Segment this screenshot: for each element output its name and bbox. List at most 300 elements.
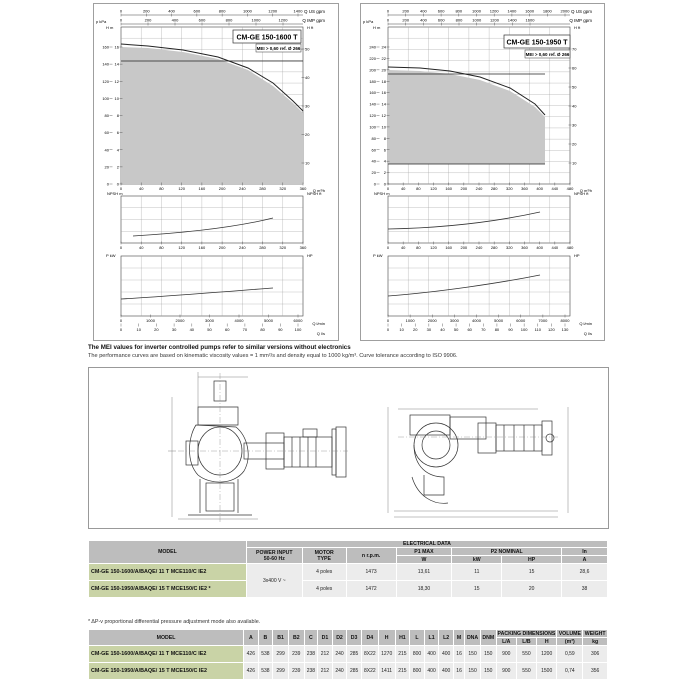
tick-label: 80 [159,245,164,250]
dim-cell: 212 [318,646,333,663]
table-row [89,581,608,598]
tick-label: 12 [114,78,119,84]
tick-label: 320 [505,245,513,250]
dim-header: D2 [332,630,347,646]
table-row [89,564,608,581]
tick-label: 10 [399,327,404,332]
dim-cell: 538 [258,663,273,680]
dim-cell: 215 [395,646,410,663]
table-row [89,663,608,680]
top-axis-imp-label: Q IMP gpm [569,18,592,23]
in-header: In [562,548,608,556]
tick-label: 0 [386,327,390,332]
tick-label: 80 [416,186,421,191]
tick-label: 0 [119,8,123,14]
chart-panel-left [93,3,339,341]
tick-label: 440 [551,186,559,191]
tick-label: 8000 [560,318,570,323]
dim-header: B2 [288,630,304,646]
packing-cell: 550 [516,646,536,663]
dim-header: DNA [465,630,481,646]
ls-label: Q l/s [583,331,592,336]
dim-cell: 1411 [378,663,395,680]
dim-cell: 1270 [378,646,395,663]
tick-label: 360 [521,186,528,191]
chart-model-title: CM-GE 150-1600 T [236,34,298,42]
motor-sub: TYPE [317,555,331,562]
packing-cell: 1500 [537,663,557,680]
tick-label: 60 [572,65,577,71]
tick-label: 80 [494,327,500,332]
tick-label: 110 [534,327,541,332]
row-model: CM-GE 150-1600/A/BAQE/ 11 T MCE110/C IE2 [89,564,247,581]
tick-label: 0 [386,8,390,14]
mei-label: MEI > 0,60 ref. Ø 266 [525,52,570,57]
tick-label: 90 [508,327,513,332]
tick-label: 440 [551,245,559,250]
tick-label: 180 [369,78,376,84]
volume-header: VOLUME [558,630,581,637]
tick-label: 60 [371,147,376,153]
packing-cell: 900 [496,663,516,680]
tick-label: 16 [381,90,386,96]
tick-label: 160 [198,245,206,250]
tick-label: 60 [467,327,472,332]
dim-header: DNM [480,630,496,646]
tick-label: 80 [371,135,376,141]
npsh-label: NPSH m [107,191,123,196]
tick-label: 7000 [538,318,548,323]
tick-label: 0 [383,181,386,187]
motor-type-header [302,548,346,564]
hp-label: HP [574,253,580,258]
model-header: MODEL [89,541,247,564]
dim-cell: 400 [424,663,439,680]
dim-cell: 16 [453,646,464,663]
tick-label: 200 [218,245,226,250]
tick-label: 1800 [542,8,552,14]
dim-header: L2 [439,630,454,646]
mei-note: The MEI values for inverter controlled pumps refer to similar versions without electronics [88,344,351,351]
tick-label: 120 [430,186,437,191]
tick-label: 40 [440,327,445,332]
dim-model-header: MODEL [89,630,244,646]
tick-label: 160 [198,186,206,191]
tick-label: 0 [386,245,390,250]
tick-label: 2000 [560,8,570,14]
tick-label: 200 [460,245,468,250]
tick-label: 280 [259,245,266,250]
dim-cell: 400 [424,646,439,663]
tick-label: 40 [104,147,109,153]
tick-label: 360 [299,186,307,191]
tick-label: 60 [104,130,109,136]
tick-label: 400 [536,186,544,191]
chart-notes [88,344,628,360]
tick-label: 2000 [175,318,185,323]
tick-label: 1000 [472,8,481,14]
tick-label: 220 [369,55,376,61]
tick-label: 10 [136,327,141,332]
tick-label: 360 [521,245,528,250]
tick-label: 320 [279,245,287,250]
dim-cell: 285 [347,646,362,663]
x-axis-label: Q m³/h [579,188,592,193]
tick-label: 5000 [264,318,273,323]
tick-label: 4000 [472,318,481,323]
dim-cell: 150 [480,646,496,663]
tick-label: 120 [369,113,376,118]
dim-cell: 538 [258,646,273,663]
tick-label: 1000 [242,8,252,14]
dim-header: A [244,630,259,646]
tick-label: 200 [142,8,150,14]
tick-label: 2 [116,164,119,170]
tick-label: 400 [420,17,427,23]
tick-label: 60 [224,327,230,332]
in-unit: A [562,556,608,564]
tick-label: 160 [102,44,109,50]
tick-label: 10 [305,160,310,166]
ls-label: Q l/s [316,331,325,336]
packing-col: H [537,638,557,646]
tick-label: 20 [371,170,376,176]
tick-label: 50 [207,327,212,332]
dim-cell: 400 [439,663,454,680]
tick-label: 5000 [494,318,504,323]
dim-header: L1 [424,630,439,646]
tick-label: 0 [386,318,390,323]
tick-label: 30 [572,122,577,128]
dim-cell: 240 [332,663,347,680]
dim-cell: 800 [410,663,425,680]
tick-label: 40 [572,103,577,109]
tick-label: 130 [561,327,569,332]
tick-label: 1600 [525,17,535,23]
tick-label: 1200 [278,17,288,23]
tick-label: 100 [369,124,376,130]
tick-label: 20 [572,141,577,147]
dim-cell: 299 [273,663,289,680]
weight-cell: 306 [583,646,608,663]
tick-label: 120 [430,245,437,250]
tick-label: 40 [138,186,144,191]
p2-hp-header: HP [502,556,562,564]
tick-label: 200 [144,17,152,23]
tick-label: 800 [218,8,226,14]
dim-header: H [378,630,395,646]
pump-drawing [88,367,608,528]
row-motor: 4 poles [302,581,346,598]
tick-label: 6000 [293,318,303,323]
pump-end-view [388,407,568,517]
dim-cell: 800 [410,646,425,663]
tick-label: 30 [171,327,177,332]
row-p1: 13,61 [396,564,452,581]
tick-label: 6000 [516,318,526,323]
dim-cell: 426 [244,646,259,663]
tick-label: 40 [371,158,376,164]
dim-header: B [258,630,273,646]
y-axis-ft-label: H ft [307,25,314,30]
row-motor: 4 poles [302,564,346,581]
tick-label: 600 [437,8,445,14]
rpm-header: n r.p.m. [346,548,396,564]
tick-label: 120 [178,245,186,250]
row-in: 28,6 [562,564,608,581]
tick-label: 320 [279,186,287,191]
electrical-data-table [88,540,608,598]
tick-label: 4 [116,147,119,153]
y-axis-m-label: H m [373,25,381,30]
tick-label: 2000 [427,318,437,323]
dim-header: D1 [318,630,333,646]
pump-side-view [168,372,348,523]
tick-label: 200 [218,186,226,191]
row-p1: 18,30 [396,581,452,598]
row-hp: 15 [502,564,562,581]
tick-label: 200 [402,17,410,23]
p2-kw-header: kW [452,556,502,564]
tick-label: 1200 [489,8,499,14]
tick-label: 600 [193,8,201,14]
electrical-data-header: ELECTRICAL DATA [246,541,607,548]
packing-cell: 1200 [537,646,557,663]
dim-cell: 239 [288,663,304,680]
tick-label: 80 [416,245,421,250]
tick-label: 400 [420,8,427,14]
y-axis-kpa-label: p kPa [96,19,107,24]
tick-label: 24 [381,44,386,50]
dim-cell: 239 [288,646,304,663]
tick-label: 6 [116,130,119,136]
dim-cell: 400 [439,646,454,663]
volume-cell: 0,74 [557,663,583,680]
dimensions-table [88,629,608,680]
tick-label: 6 [383,147,386,153]
dim-cell: 215 [395,663,410,680]
tick-label: 480 [566,186,574,191]
tick-label: 0 [119,186,123,191]
dim-header: C [304,630,317,646]
dim-cell: 240 [332,646,347,663]
tick-label: 14 [114,61,119,67]
tick-label: 1200 [268,8,278,14]
packing-header: PACKING DIMENSIONS [497,630,556,637]
dim-cell: 299 [273,646,289,663]
row-rpm: 1473 [346,564,396,581]
tick-label: 70 [572,46,577,52]
tick-label: 0 [119,318,123,323]
dim-cell: 426 [244,663,259,680]
weight-unit: kg [583,638,608,646]
tick-label: 20 [104,164,109,170]
tick-label: 1400 [293,8,303,14]
tick-label: 40 [138,245,144,250]
dim-cell: 8X22 [361,663,378,680]
dim-cell: 150 [465,663,481,680]
tick-label: 320 [505,186,513,191]
tick-label: 240 [369,44,376,50]
footnote: * ΔP-v proportional differential pressure adjustment mode also available. [88,619,261,625]
tick-label: 400 [536,245,544,250]
tick-label: 600 [198,17,206,23]
tick-label: 1000 [146,318,155,323]
lmin-label: Q l/min [579,321,592,326]
tick-label: 480 [566,245,574,250]
chart-model-title: CM-GE 150-1950 T [506,39,568,47]
power-label: P kW [106,253,116,258]
packing-cell: 900 [496,646,516,663]
row-kw: 15 [452,581,502,598]
tick-label: 0 [106,181,109,187]
tick-label: 0 [386,186,390,191]
mei-label: MEI > 0,60 ref. Ø 266 [256,46,301,51]
tick-label: 12 [381,113,386,118]
row-rpm: 1472 [346,581,396,598]
power-input-header [246,548,302,564]
tick-label: 280 [259,186,266,191]
tick-label: 2 [383,170,386,176]
tick-label: 200 [402,8,410,14]
tick-label: 8 [116,113,119,118]
tick-label: 1600 [525,8,535,14]
tick-label: 16 [114,44,119,50]
tick-label: 20 [381,67,386,73]
tick-label: 1400 [507,8,517,14]
tick-label: 1200 [490,17,499,23]
tick-label: 3000 [449,318,459,323]
packing-col: L/A [496,638,516,646]
tick-label: 90 [278,327,283,332]
table-row [89,646,608,663]
y-axis-kpa-label: p kPa [363,19,374,24]
dim-cell: 150 [480,663,496,680]
tick-label: 20 [413,327,418,332]
dim-cell: 212 [318,663,333,680]
dim-header: M [453,630,464,646]
dim-cell: 238 [304,663,317,680]
x-axis-label: Q m³/h [312,188,325,193]
tick-label: 14 [381,101,386,107]
tick-label: 400 [168,8,175,14]
p1-unit: W [396,556,452,564]
tick-label: 800 [455,8,463,14]
tick-label: 1000 [251,17,261,23]
tick-label: 50 [453,327,459,332]
top-axis-us-label: Q US gpm [303,9,325,14]
p2-header: P2 NOMINAL [452,548,562,556]
motor-label: MOTOR [314,549,334,556]
tick-label: 160 [445,245,453,250]
tick-label: 280 [490,186,498,191]
tick-label: 4 [383,158,386,164]
tick-label: 80 [159,186,164,191]
dim-header: D3 [347,630,362,646]
tick-label: 22 [381,55,386,61]
dim-header: D4 [361,630,378,646]
tick-label: 800 [225,17,233,23]
weight-cell: 356 [583,663,608,680]
tick-label: 0 [119,327,123,332]
npsh-ft-label: NPSH ft [574,191,589,196]
tick-label: 10 [381,124,386,130]
tick-label: 1400 [507,17,517,23]
tick-label: 30 [305,103,310,109]
tick-label: 280 [490,245,498,250]
tick-label: 10 [572,160,577,166]
dim-cell: 8X22 [361,646,378,663]
tick-label: 200 [460,186,468,191]
tick-label: 20 [154,327,159,332]
tick-label: 160 [369,90,376,96]
tick-label: 40 [400,245,406,250]
tick-label: 100 [102,95,109,101]
tick-label: 100 [520,327,528,332]
tick-label: 0 [116,181,119,187]
tick-label: 240 [238,186,246,191]
tick-label: 80 [260,327,265,332]
tick-label: 0 [119,245,123,250]
tick-label: 1000 [472,17,482,23]
tick-label: 240 [475,186,483,191]
npsh-label: NPSH m [374,191,390,196]
tick-label: 360 [299,245,307,250]
dim-cell: 150 [465,646,481,663]
row-model: CM-GE 150-1600/A/BAQE/ 11 T MCE110/C IE2 [89,646,244,663]
tick-label: 70 [242,327,248,332]
tick-label: 0 [386,17,390,23]
tick-label: 140 [102,61,109,67]
hp-label: HP [307,253,313,258]
top-axis-imp-label: Q IMP gpm [302,18,325,23]
tick-label: 50 [572,84,577,90]
power-input-sub: 50-60 Hz [263,555,285,562]
tick-label: 240 [475,245,483,250]
tick-label: 8 [383,135,386,141]
tick-label: 4000 [234,318,244,323]
y-axis-m-label: H m [106,25,114,30]
tick-label: 1000 [405,318,415,323]
row-in: 38 [562,581,608,598]
volume-cell: 0,59 [557,646,583,663]
row-model: CM-GE 150-1950/A/BAQE/ 15 T MCE150/C IE2 [89,663,244,680]
tick-label: 20 [305,132,310,137]
tick-label: 120 [178,186,186,191]
tick-label: 120 [548,327,555,332]
tick-label: 10 [114,95,119,101]
y-axis-ft-label: H ft [574,25,581,30]
tick-label: 0 [119,17,123,23]
tick-label: 18 [381,78,386,84]
p1-header: P1 MAX [396,548,452,556]
lmin-label: Q l/min [312,321,325,326]
dim-header: B1 [273,630,289,646]
dim-cell: 285 [347,663,362,680]
row-power: 3x400 V ~ [246,564,302,598]
chart-panel-right [360,3,605,341]
tick-label: 50 [305,46,310,52]
dim-header: L [410,630,425,646]
tick-label: 100 [294,327,302,332]
tick-label: 80 [104,113,109,118]
weight-header: WEIGHT [584,630,606,637]
packing-col: L/B [516,638,536,646]
power-label: P kW [373,253,383,258]
tick-label: 800 [455,17,463,23]
row-model: CM-GE 150-1950/A/BAQE/ 15 T MCE150/C IE2 * [89,581,247,598]
dim-cell: 238 [304,646,317,663]
